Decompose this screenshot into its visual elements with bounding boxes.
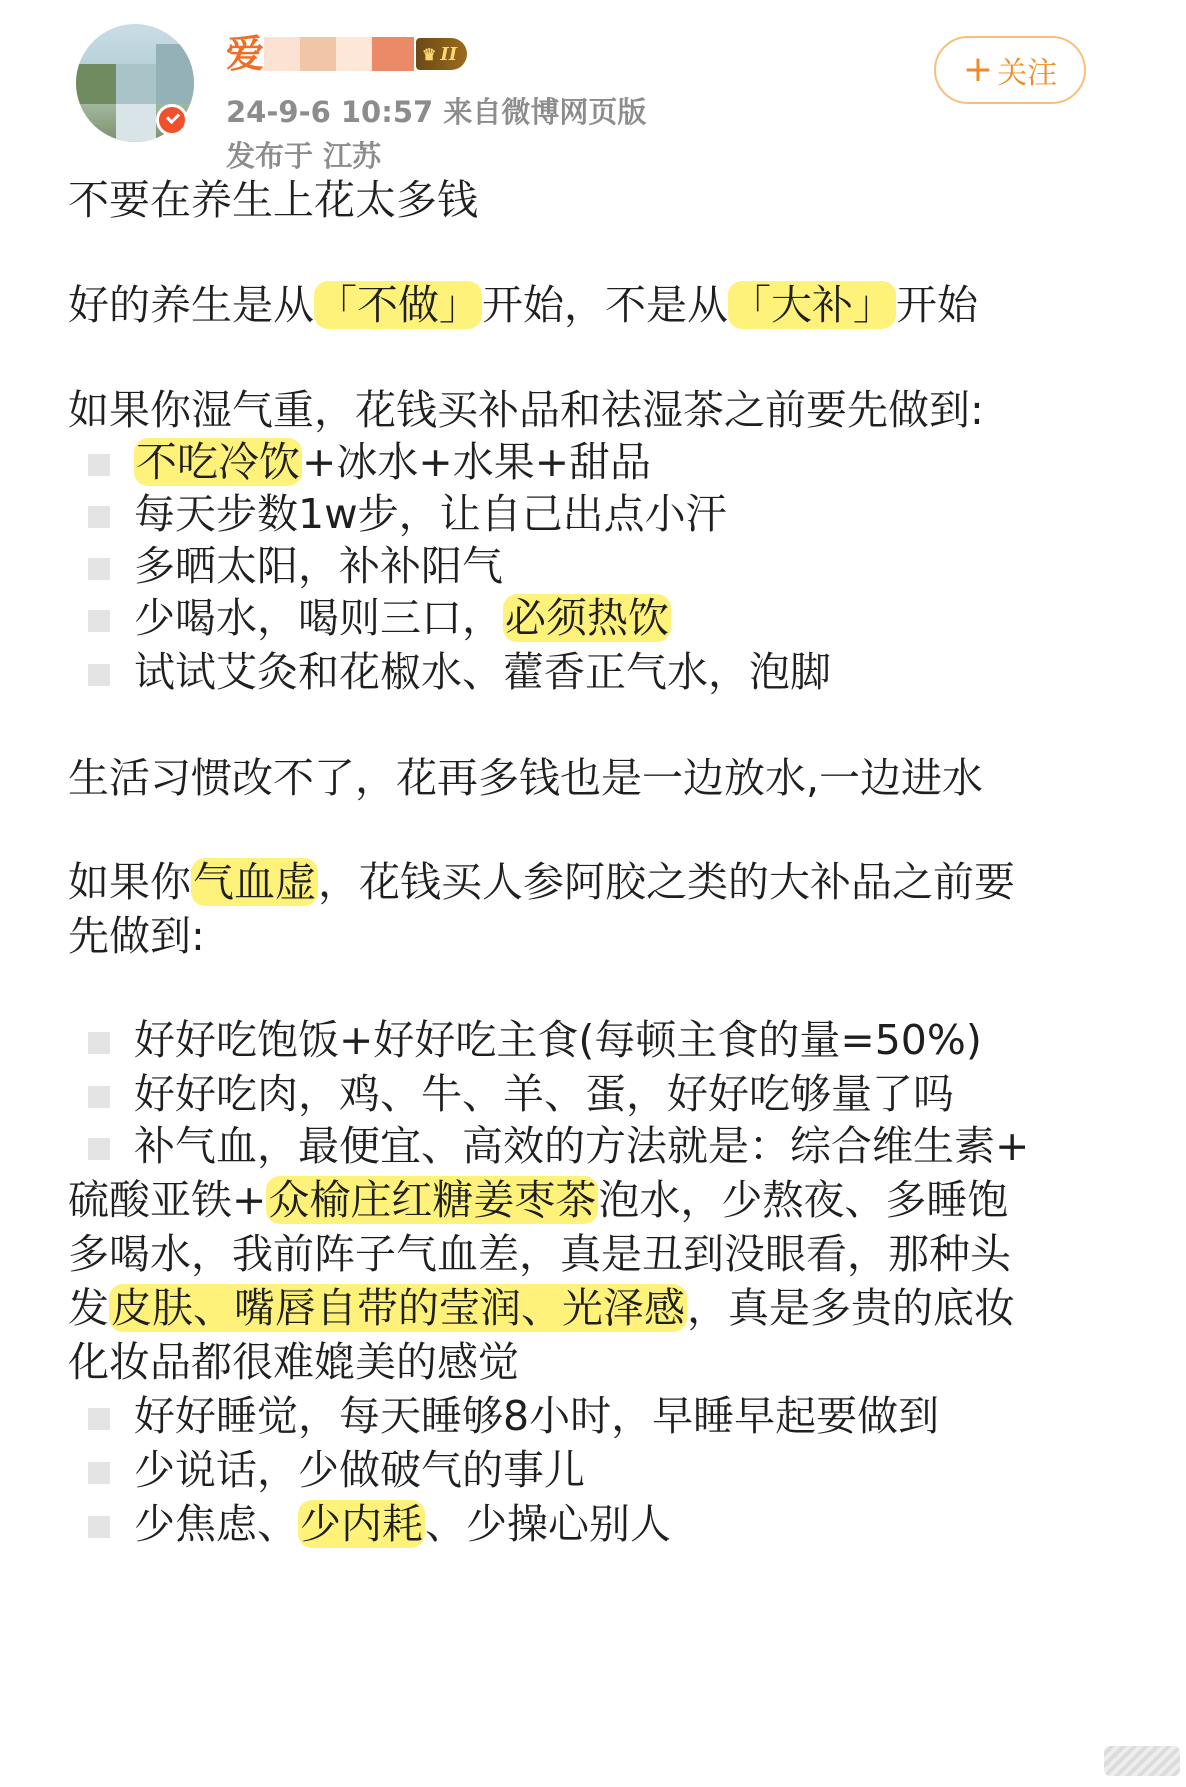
list-item: 多晒太阳，补补阳气 bbox=[134, 542, 503, 590]
list-item-continued: 多喝水，我前阵子气血差，真是丑到没眼看，那种头 bbox=[68, 1230, 1011, 1278]
list-item: 补气血，最便宜、高效的方法就是：综合维生素+ bbox=[134, 1122, 1030, 1170]
list-item: 好好睡觉，每天睡够8小时，早睡早起要做到 bbox=[134, 1392, 940, 1440]
avatar-mosaic bbox=[116, 104, 156, 142]
text-span: 开始，不是从 bbox=[482, 281, 728, 329]
checkbox-icon bbox=[88, 506, 110, 528]
highlight: 「不做」 bbox=[316, 281, 480, 329]
name-mosaic bbox=[372, 37, 414, 71]
list-item-continued bbox=[68, 1172, 1008, 1228]
follow-button[interactable] bbox=[934, 36, 1086, 104]
post-meta bbox=[226, 92, 646, 132]
resize-handle[interactable] bbox=[1104, 1746, 1180, 1776]
checkbox-icon bbox=[88, 1408, 110, 1430]
text-span: ，花钱买人参阿胶之类的大补品之前要 bbox=[318, 858, 1015, 906]
name-mosaic bbox=[264, 37, 300, 71]
text-span: 好的养生是从 bbox=[68, 281, 314, 329]
text-span: 如果你 bbox=[68, 858, 191, 906]
paragraph: 生活习惯改不了，花再多钱也是一边放水,一边进水 bbox=[68, 754, 984, 802]
avatar-mosaic bbox=[116, 64, 156, 104]
highlight: 少内耗 bbox=[300, 1500, 423, 1548]
text-span: 少焦虑、 bbox=[134, 1500, 298, 1548]
highlight: 「大补」 bbox=[730, 281, 894, 329]
checkbox-icon bbox=[88, 1462, 110, 1484]
vip-level: II bbox=[440, 43, 458, 65]
post-location: 发布于 江苏 bbox=[226, 139, 382, 173]
crown-icon: ♛ bbox=[422, 44, 437, 64]
checkbox-icon bbox=[88, 610, 110, 632]
avatar-mosaic bbox=[76, 64, 116, 104]
post-source: 来自微博网页版 bbox=[443, 95, 647, 129]
text-span: +冰水+水果+甜品 bbox=[302, 438, 652, 486]
checkbox-icon bbox=[88, 454, 110, 476]
checkbox-icon bbox=[88, 558, 110, 580]
list-item-continued bbox=[68, 1280, 1015, 1336]
checkbox-icon bbox=[88, 1032, 110, 1054]
verified-badge-icon bbox=[156, 104, 188, 136]
plus-icon: + bbox=[962, 49, 994, 90]
name-mosaic bbox=[336, 37, 372, 71]
paragraph: 如果你湿气重，花钱买补品和祛湿茶之前要先做到: bbox=[68, 386, 984, 434]
vip-badge[interactable] bbox=[416, 38, 467, 70]
highlight: 气血虚 bbox=[193, 858, 316, 906]
list-item bbox=[134, 434, 651, 490]
checkbox-icon bbox=[88, 664, 110, 686]
highlight: 不吃冷饮 bbox=[136, 438, 300, 486]
checkbox-icon bbox=[88, 1516, 110, 1538]
list-item: 好好吃肉，鸡、牛、羊、蛋，好好吃够量了吗 bbox=[134, 1070, 954, 1118]
list-item bbox=[134, 590, 671, 646]
follow-label: 关注 bbox=[997, 56, 1058, 91]
post-time[interactable]: 24-9-6 10:57 bbox=[226, 95, 434, 129]
paragraph bbox=[68, 854, 1015, 910]
list-item bbox=[134, 1496, 671, 1552]
text-span: 发 bbox=[68, 1284, 109, 1332]
author-name[interactable] bbox=[226, 30, 467, 78]
highlight: 皮肤、嘴唇自带的莹润、光泽感 bbox=[111, 1284, 685, 1332]
checkbox-icon bbox=[88, 1086, 110, 1108]
name-mosaic bbox=[300, 37, 336, 71]
text-span: 硫酸亚铁+ bbox=[68, 1176, 267, 1224]
paragraph bbox=[68, 277, 978, 333]
highlight: 必须热饮 bbox=[505, 594, 669, 642]
checkbox-icon bbox=[88, 1138, 110, 1160]
list-item: 少说话，少做破气的事儿 bbox=[134, 1446, 585, 1494]
text-span: ，真是多贵的底妆 bbox=[687, 1284, 1015, 1332]
paragraph: 不要在养生上花太多钱 bbox=[68, 176, 478, 224]
text-span: 少喝水，喝则三口， bbox=[134, 594, 503, 642]
list-item-continued: 化妆品都很难媲美的感觉 bbox=[68, 1338, 519, 1386]
avatar-mosaic bbox=[156, 44, 194, 104]
list-item: 试试艾灸和花椒水、藿香正气水，泡脚 bbox=[134, 648, 831, 696]
highlight: 众榆庄红糖姜枣茶 bbox=[268, 1176, 597, 1224]
paragraph: 先做到: bbox=[68, 912, 205, 960]
author-name-visible: 爱 bbox=[226, 32, 265, 76]
text-span: 开始 bbox=[896, 281, 978, 329]
text-span: 、少操心别人 bbox=[425, 1500, 671, 1548]
list-item: 好好吃饱饭+好好吃主食(每顿主食的量=50%) bbox=[134, 1016, 982, 1064]
list-item: 每天步数1w步，让自己出点小汗 bbox=[134, 490, 727, 538]
text-span: 泡水，少熬夜、多睡饱 bbox=[598, 1176, 1009, 1224]
